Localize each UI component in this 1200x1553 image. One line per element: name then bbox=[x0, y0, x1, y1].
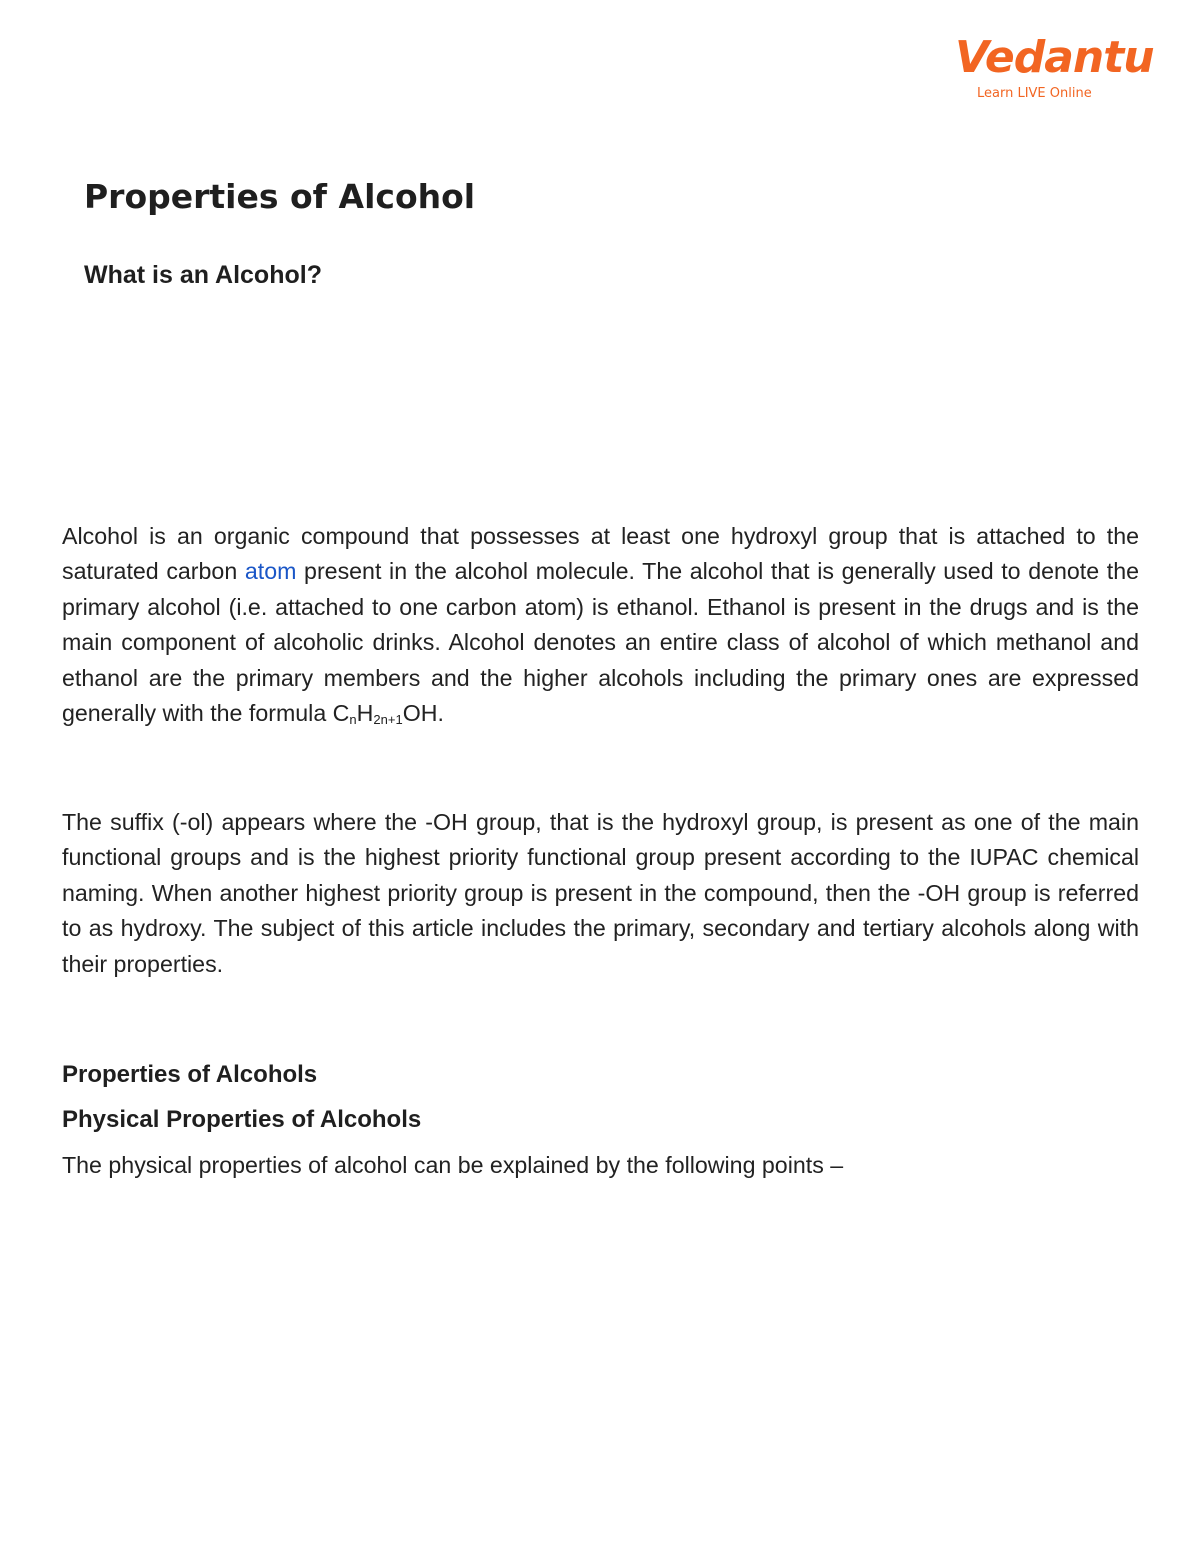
page-title: Properties of Alcohol bbox=[84, 177, 476, 216]
section-heading: What is an Alcohol? bbox=[84, 261, 322, 289]
paragraph-physical-intro: The physical properties of alcohol can be explained by the following points – bbox=[62, 1152, 844, 1178]
logo-tagline: Learn LIVE Online bbox=[977, 86, 1092, 101]
heading-properties: Properties of Alcohols bbox=[62, 1061, 318, 1088]
paragraph-definition bbox=[62, 519, 1139, 737]
vedantu-logo bbox=[955, 28, 1154, 108]
paragraph-suffix: The suffix (-ol) appears where the -OH group, that is the hydroxyl group, is present as one of the main functional groups and is the highest priority functional group present according to the IUPAC chemical naming. When another highest priority group is present in the compound, then the -OH group is referred to as hydroxy. The subject of this article includes the primary, secondary and tertiary alcohols along with their properties. bbox=[62, 809, 1139, 977]
paragraph-text: present in the alcohol molecule. The alcohol that is generally used to denote the primary alcohol (i.e. attached to one carbon atom) is ethanol. Ethanol is present in the drugs and is the main component of alcoholic drinks. Alcohol denotes an entire class of alcohol of which methanol and ethanol are the primary members and the higher alcohols including the primary ones are expressed generally with the formula bbox=[62, 558, 1139, 727]
formula-c-subscript: n bbox=[349, 712, 357, 728]
paragraph-end: . bbox=[437, 700, 444, 727]
formula bbox=[333, 700, 438, 726]
heading-physical-properties: Physical Properties of Alcohols bbox=[62, 1106, 422, 1133]
formula-h-subscript: 2n+1 bbox=[373, 712, 403, 728]
formula-c: C bbox=[332, 700, 350, 727]
logo-wordmark: Vedantu bbox=[955, 32, 1154, 83]
paragraph-text: Alcohol is an organic compound that possesses at least one hydroxyl group that is attached to the saturated carbon bbox=[62, 523, 1139, 585]
formula-h: H bbox=[356, 700, 374, 727]
formula-oh: OH bbox=[402, 700, 438, 727]
atom-link[interactable]: atom bbox=[244, 558, 297, 585]
